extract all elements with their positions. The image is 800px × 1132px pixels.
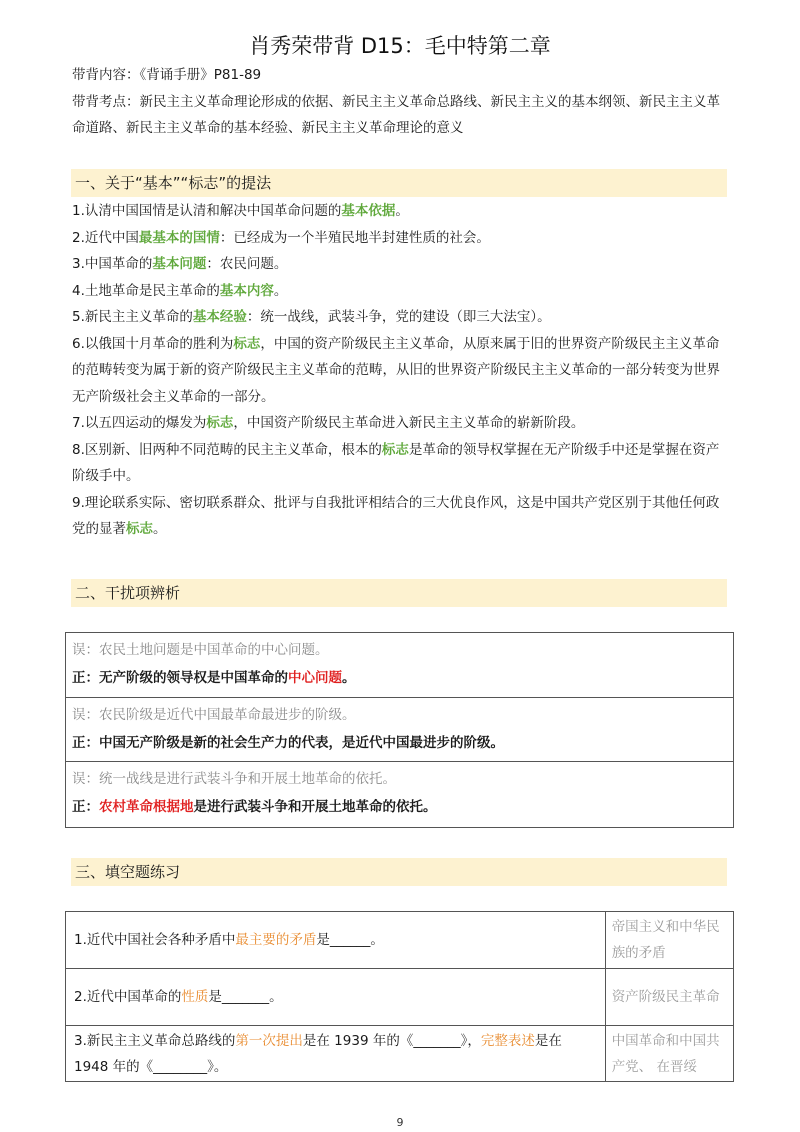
wrong-statement: 误：农民阶级是近代中国最革命最进步的阶级。	[72, 707, 356, 723]
distractor-pair	[66, 761, 733, 825]
fill-blank-table	[65, 911, 734, 1082]
list-item: 9.理论联系实际、密切联系群众、批评与自我批评相结合的三大优良作风，这是中国共产党区别于其他任何政党的显著标志。	[72, 494, 720, 537]
question-cell: 1.近代中国社会各种矛盾中最主要的矛盾是______。	[66, 912, 606, 969]
wrong-statement: 误：统一战线是进行武装斗争和开展土地革命的依托。	[72, 771, 396, 787]
keyword: 基本问题	[152, 256, 207, 272]
list-item: 3.中国革命的基本问题：农民问题。	[72, 256, 288, 272]
table-row	[66, 912, 734, 969]
keyword: 基本依据	[341, 203, 396, 219]
keyword: 基本内容	[219, 282, 274, 299]
keyword: 标志	[126, 521, 153, 537]
wrong-statement: 误：农民土地问题是中国革命的中心问题。	[72, 642, 329, 658]
meta-content: 带背内容：《背诵手册》P81-89	[72, 67, 262, 83]
distractor-pair	[66, 697, 733, 761]
keyword: 标志	[206, 415, 234, 431]
answer-cell: 资产阶级民主革命	[605, 969, 733, 1026]
page-title: 肖秀荣带背 D15：毛中特第二章	[249, 34, 551, 58]
section-heading-fill-blank: 三、填空题练习	[71, 858, 727, 886]
keyword: 最基本的国情	[138, 229, 220, 246]
list-item: 7.以五四运动的爆发为标志，中国资产阶级民主革命进入新民主主义革命的崭新阶段。	[72, 415, 585, 431]
answer-cell: 中国革命和中国共产党、 在晋绥	[605, 1026, 733, 1082]
keyword: 标志	[381, 441, 409, 458]
section-heading-distractors: 二、干扰项辨析	[71, 579, 727, 607]
table-row	[66, 969, 734, 1026]
basic-items-list	[72, 198, 732, 543]
question-cell: 2.近代中国革命的性质是_______。	[66, 969, 606, 1026]
list-item: 6.以俄国十月革命的胜利为标志，中国的资产阶级民主主义革命，从原来属于旧的世界资产阶级民主主义革命的范畴转变为属于新的资产阶级民主主义革命的范畴，从旧的世界资产阶级民主主义革命的一部分转变为世界无产阶级社会主义革命的一部分。	[72, 335, 720, 405]
keyword: 标志	[233, 335, 261, 352]
question-cell: 3.新民主主义革命总路线的第一次提出是在 1939 年的《_______》，完整表述是在 1948 年的《________》。	[66, 1026, 606, 1082]
list-item: 8.区别新、旧两种不同范畴的民主主义革命，根本的标志是革命的领导权掌握在无产阶级手中还是掌握在资产阶级手中。	[72, 441, 720, 484]
page-number: 9	[396, 1116, 404, 1129]
correct-statement: 正：农村革命根据地是进行武装斗争和开展土地革命的依托。	[72, 799, 437, 815]
section-heading-basic: 一、关于“基本”“标志”的提法	[71, 169, 727, 197]
table-row	[66, 1026, 734, 1082]
correct-statement: 正：中国无产阶级是新的社会生产力的代表，是近代中国最进步的阶级。	[72, 735, 504, 751]
list-item: 5.新民主主义革命的基本经验：统一战线，武装斗争，党的建设（即三大法宝）。	[72, 309, 551, 325]
correct-statement: 正：无产阶级的领导权是中国革命的中心问题。	[72, 670, 356, 686]
list-item: 2.近代中国最基本的国情：已经成为一个半殖民地半封建性质的社会。	[72, 229, 490, 246]
list-item: 4.土地革命是民主革命的基本内容。	[72, 282, 288, 299]
meta-points: 带背考点：新民主主义革命理论形成的依据、新民主主义革命总路线、新民主主义的基本纲领、新民主主义革命道路、新民主主义革命的基本经验、新民主主义革命理论的意义	[72, 94, 720, 136]
list-item: 1.认清中国国情是认清和解决中国革命问题的基本依据。	[72, 203, 409, 219]
answer-cell: 帝国主义和中华民族的矛盾	[605, 912, 733, 969]
keyword: 基本经验	[192, 309, 247, 325]
distractor-pair	[66, 633, 733, 697]
distractor-box	[65, 632, 734, 828]
